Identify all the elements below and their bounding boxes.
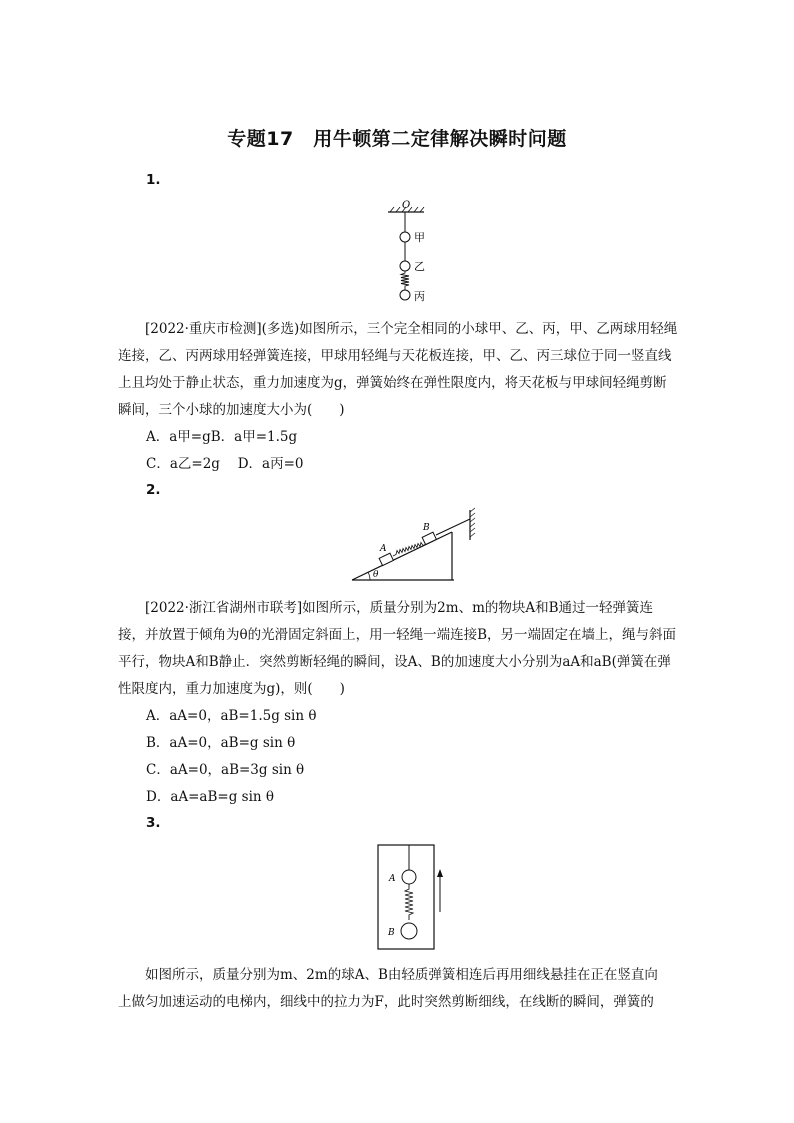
q1-option-line-1: A．a甲=gB．a甲=1.5g [146,429,298,445]
ball-a [402,870,416,884]
ball-b [401,923,417,939]
angle-arc [368,572,370,580]
q2-option-a: A．aA=0，aB=1.5g sin θ [146,708,317,724]
question-1-stem: [2022·重庆市检测](多选)如图所示，三个完全相同的小球甲、乙、丙，甲、乙两球用轻绳连接，乙、丙两球用轻弹簧连接，甲球用轻绳与天花板连接，甲、乙、丙三球位于同一竖直线上且均处于静止状态，重力加速度为g，弹簧始终在弹性限度内，将天花板与甲球间轻绳剪断瞬间，三个小球的加速度大小为( ) [118,321,678,418]
spring-q3 [405,884,413,920]
block-b [422,532,436,544]
q2-option-b: B．aA=0，aB=g sin θ [146,735,296,751]
question-2-number: 2. [146,482,161,498]
rope-to-wall [436,519,470,535]
question-3-stem [118,962,678,1016]
q2-label-b: B [423,523,430,533]
q1-option-line-2: C．a乙=2g D．a丙=0 [146,456,304,472]
q2-option-d: D．aA=aB=g sin θ [146,789,275,805]
up-arrow-icon [434,868,446,914]
q1-label-yi: 乙 [414,260,425,273]
q1-label-jia: 甲 [414,231,425,244]
q1-label-o: O [402,200,411,211]
question-3-number: 3. [146,815,161,831]
ball-yi [400,261,410,271]
spring-q2 [393,543,425,557]
block-a [379,553,393,565]
q3-label-a: A [389,874,396,884]
q1-figure [378,196,438,308]
q3-stem-line-1: 如图所示，质量分别为m、2m的球A、B由轻质弹簧相连后再用细线悬挂在正在竖直向 [145,967,658,983]
ball-bing [400,290,410,300]
q1-label-bing: 丙 [414,290,425,303]
question-1-number: 1. [146,172,161,188]
q2-option-c: C．aA=0，aB=3g sin θ [146,762,305,778]
incline [352,532,454,580]
wall [470,508,475,540]
q2-figure [348,506,478,586]
question-2-stem: [2022·浙江省湖州市联考]如图所示，质量分别为2m、m的物块A和B通过一轻弹簧连接，并放置于倾角为θ的光滑固定斜面上，用一轻绳一端连接B，另一端固定在墙上，绳与斜面平行，物块A和B静止．突然剪断轻绳的瞬间，设A、B的加速度大小分别为aA和aB(弹簧在弹性限度内，重力加速度为g)，则( ) [118,600,677,697]
q3-figure [376,843,436,953]
spring-q1 [401,271,409,290]
q2-label-a: A [380,544,387,554]
q2-label-theta: θ [373,570,379,580]
page-title: 专题17 用牛顿第二定律解决瞬时问题 [227,128,567,150]
q3-stem-line-2: 上做匀加速运动的电梯内，细线中的拉力为F，此时突然剪断细线，在线断的瞬间，弹簧的 [118,994,654,1010]
q3-label-b: B [388,928,395,938]
ball-jia [400,232,410,242]
